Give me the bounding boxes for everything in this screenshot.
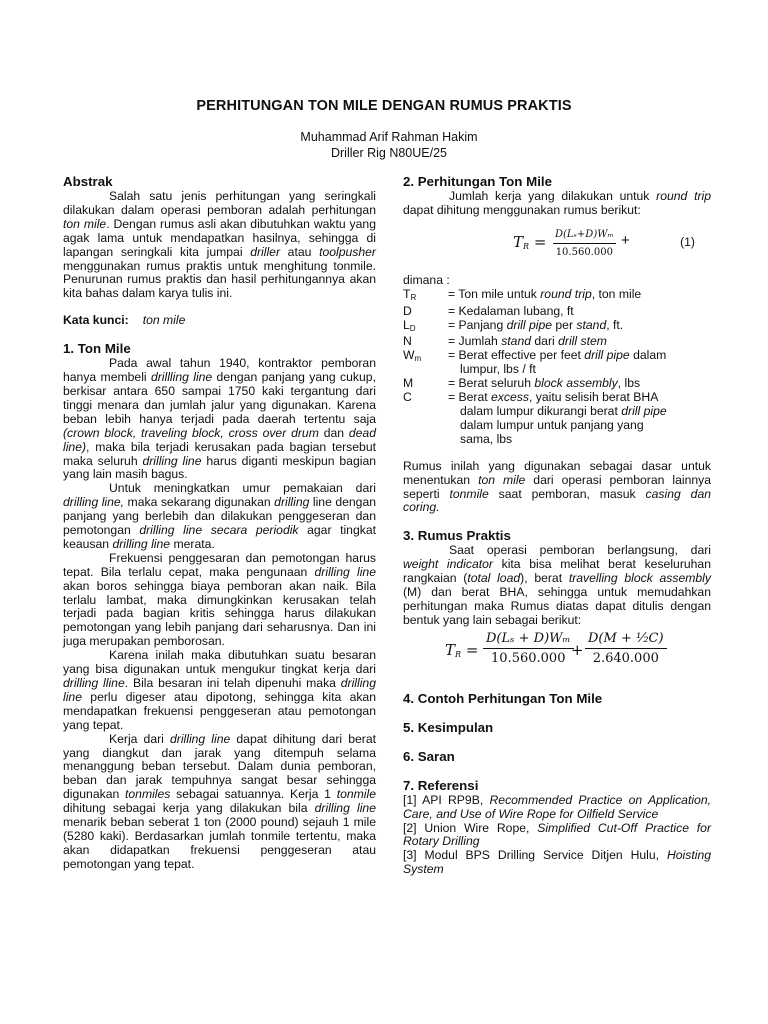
section1-paragraph-4 xyxy=(63,649,376,732)
ref-title: Simplified Cut-Off Practice for Rotary Drilling xyxy=(403,820,712,849)
reference-item xyxy=(403,822,711,850)
s1p1-f: dead line) xyxy=(63,425,376,454)
keywords-label: Kata kunci: xyxy=(63,313,129,328)
def-desc-c: per xyxy=(552,317,577,332)
def-desc-b: drill pipe xyxy=(506,317,553,332)
eq1-lhs-symbol: T xyxy=(513,232,524,251)
def-symbol-letter: M xyxy=(403,376,414,391)
def-description xyxy=(448,349,711,377)
eq2-numerator-1: D(Lₛ + D)Wₘ xyxy=(483,632,574,649)
section1-heading: 1. Ton Mile xyxy=(63,341,131,357)
abstract-text-g: menggunakan rumus praktis untuk menghitung tonmile. Penurunan rumus praktis dan hasil perhitungannya akan kita bahas dalam karya tulis ini. xyxy=(63,258,376,301)
eq1-number: (1) xyxy=(680,234,695,249)
where-label: dimana : xyxy=(403,272,450,287)
s1p5-h: drilling line xyxy=(314,801,376,816)
s1p1-b: drillling line xyxy=(150,370,213,385)
s1p5-d: tonmiles xyxy=(125,787,171,802)
s1p1-e: dan xyxy=(318,425,349,440)
eq2-fraction-2 xyxy=(585,632,667,666)
left-column xyxy=(63,174,376,872)
s3p1-c: kita bisa melihat berat keseluruhan rangkaian ( xyxy=(403,557,711,586)
eq1-equals: = xyxy=(529,232,547,251)
section1-paragraph-5 xyxy=(63,733,376,872)
s1p1-a: Pada awal tahun 1940, kontraktor pemboran hanya membeli xyxy=(63,356,376,385)
def-desc-c: dalam xyxy=(629,348,667,363)
s1p1-g: , maka bila terjadi kerusakan pada bagian tersebut maka seluruh xyxy=(63,439,376,468)
abstract-text-a: Salah satu jenis perhitungan yang seringkali dilakukan dalam operasi pemboran adalah perhitungan xyxy=(63,189,376,217)
s2p2-f: casing dan coring. xyxy=(403,486,712,515)
eq1-numerator: D(Lₛ+D)Wₘ xyxy=(553,228,616,244)
s1p1-h: drilling line xyxy=(142,453,202,468)
section2-paragraph-2 xyxy=(403,460,711,516)
def-desc-a: = Berat effective per feet xyxy=(448,348,585,363)
s1p4-c: . Bila besaran ini telah dipenuhi maka xyxy=(124,676,341,690)
s1p5-f: tonmile xyxy=(336,787,376,802)
s1p2-h: drilling line xyxy=(112,536,171,551)
def-symbol xyxy=(403,391,448,447)
def-desc-d: stand xyxy=(576,317,607,332)
s3p1-a: Saat operasi pemboran berlangsung, dari xyxy=(449,543,711,558)
s2p2-e: saat pemboran, masuk xyxy=(488,486,646,501)
section2-heading: 2. Perhitungan Ton Mile xyxy=(403,174,552,189)
eq2-lhs-symbol: T xyxy=(445,640,456,659)
def-desc-b: excess xyxy=(491,390,529,405)
def-desc-b: round trip xyxy=(540,286,592,301)
def-desc-c: dari xyxy=(531,334,559,349)
def-symbol xyxy=(403,305,448,319)
s3p1-d: total load xyxy=(467,571,521,586)
keywords-value: ton mile xyxy=(142,313,186,328)
s1p5-c: dapat dihitung dari berat yang diangkut dan jarak yang ditempuh selama menanggung beban tersebut. Dalam dunia pemboran, beban dan jarak tempuhnya sangat besar sehingga digunakan xyxy=(63,731,376,802)
s3p1-b: weight indicator xyxy=(403,557,493,572)
section1-paragraph-1 xyxy=(63,357,376,482)
eq1-lhs xyxy=(513,232,547,254)
def-desc-continuation: sama, lbs xyxy=(460,431,513,446)
def-symbol xyxy=(403,349,448,377)
def-desc-a: = Panjang xyxy=(448,317,507,332)
def-symbol-letter: C xyxy=(403,390,412,405)
s2p1-b: round trip xyxy=(656,189,711,203)
definition-row xyxy=(403,288,711,305)
author-name: Muhammad Arif Rahman Hakim xyxy=(300,130,478,144)
def-desc-a: = Kedalaman lubang, ft xyxy=(448,303,574,318)
definition-row xyxy=(403,391,711,447)
s3p1-e: ), berat xyxy=(520,571,569,586)
eq2-numerator-2: D(M + ¹⁄₂C) xyxy=(585,632,667,649)
s2p2-a: Rumus inilah yang digunakan sebagai dasar untuk menentukan xyxy=(403,458,711,487)
def-desc-continuation: lumpur, lbs / ft xyxy=(460,362,536,377)
abstract-text-b: ton mile xyxy=(63,216,107,231)
s2p2-c: dari operasi pemboran lainnya seperti xyxy=(403,472,712,501)
def-description xyxy=(448,288,711,305)
definition-row xyxy=(403,305,711,319)
def-desc-a: = Ton mile untuk xyxy=(448,286,541,301)
s1p1-d: (crown block, traveling block, cross over drum xyxy=(63,425,319,440)
def-desc-c: , lbs xyxy=(617,376,641,391)
definition-row xyxy=(403,377,711,391)
ref-author: [2] Union Wire Rope, xyxy=(403,820,538,835)
def-desc-b: stand xyxy=(501,334,532,349)
s2p1-c: dapat dihitung menggunakan rumus berikut: xyxy=(403,202,641,217)
def-desc-a: = Berat xyxy=(448,390,492,405)
s1p2-e: line dengan panjang yang berlebih dan dilakukan penggeseran dan pemotongan xyxy=(63,495,377,538)
section3-heading: 3. Rumus Praktis xyxy=(403,528,511,544)
section6-heading: 6. Saran xyxy=(403,748,455,764)
eq2-equals: = xyxy=(461,640,479,659)
s1p4-d: drilling line xyxy=(63,676,376,704)
def-description xyxy=(448,335,711,349)
def-description xyxy=(448,305,711,319)
eq1-plus: + xyxy=(621,231,630,249)
eq2-denominator-2: 2.640.000 xyxy=(592,650,659,666)
reference-item xyxy=(403,849,711,877)
def-symbol xyxy=(403,288,448,305)
s1p3-a: Frekuensi penggesaran dan pemotongan harus tepat. Bila terlalu cepat, maka pengunaan xyxy=(63,550,376,579)
s1p3-b: drilling line xyxy=(314,564,376,579)
keywords xyxy=(63,314,376,328)
ref-author: [1] API RP9B, xyxy=(403,792,490,807)
s1p4-a: Karena inilah maka dibutuhkan suatu besaran yang bisa digunakan untuk mengukur tingkat kerja dari xyxy=(63,648,376,677)
section4-heading: 4. Contoh Perhitungan Ton Mile xyxy=(403,690,603,706)
eq1-lhs-sub: R xyxy=(523,241,530,251)
abstract-text-d: driller xyxy=(250,244,280,259)
def-description xyxy=(448,319,711,336)
author-role: Driller Rig N80UE/25 xyxy=(330,145,447,160)
section2-paragraph-1 xyxy=(403,190,711,218)
eq2-lhs-sub: R xyxy=(455,649,462,659)
s1p3-c: akan boros sehingga biaya pemboran akan naik. Bila terlalu lambat, maka dimungkinkan kerusakan telah terjadi pada bagian kritis sehingga harus dilakukan pemotongan yang lebih panjang dari seharusnya. Dan ini juga merupakan pemborosan. xyxy=(63,578,376,649)
c-cont-b: drill pipe xyxy=(621,403,667,418)
abstract-text-e: atau xyxy=(280,244,320,259)
s2p1-a: Jumlah kerja yang dilakukan untuk xyxy=(449,189,657,203)
def-desc-c: , ton mile xyxy=(591,286,642,301)
equation-2 xyxy=(403,632,711,678)
section7-heading: 7. Referensi xyxy=(403,777,479,793)
section3-paragraph-1 xyxy=(403,544,711,627)
s1p2-c: maka sekarang digunakan xyxy=(124,495,275,510)
def-symbol xyxy=(403,335,448,349)
reference-list xyxy=(403,794,711,877)
s1p4-e: perlu digeser atau dipotong, sehingga kita akan mendapatkan frekuensi penggeseran atau pemotongan yang tepat. xyxy=(63,689,376,732)
eq2-plus: + xyxy=(571,640,584,659)
eq1-fraction xyxy=(553,228,616,260)
section1-paragraph-2 xyxy=(63,482,376,552)
def-description xyxy=(448,377,711,391)
s1p5-i: menarik beban seberat 1 ton (2000 pound) sejauh 1 mile (5280 kaki). Berdasarkan jumlah tonmile tertentu, maka akan didapatkan frekuensi penggeseran atau pemotongan yang tepat. xyxy=(63,815,376,871)
def-desc-a: = Jumlah xyxy=(448,334,502,349)
definition-row xyxy=(403,349,711,377)
definition-row xyxy=(403,319,711,336)
s1p2-d: drilling xyxy=(274,495,310,510)
abstract-text-c: . Dengan rumus asli akan dibutuhkan waktu yang agak lama untuk mendapatkan hasilnya, sehingga di lapangan seringkali kita jumpai xyxy=(63,216,376,259)
symbol-definitions xyxy=(403,288,711,447)
abstract-text-f: toolpusher xyxy=(319,244,376,259)
abstract-text xyxy=(63,190,376,301)
s1p2-b: drilling line, xyxy=(63,495,125,510)
s1p2-g: agar tingkat keausan xyxy=(63,523,376,551)
ref-title: Hoisting System xyxy=(403,848,711,877)
s3p1-f: travelling block assembly xyxy=(568,571,711,586)
s1p5-g: dihitung sebagai kerja yang dilakukan bila xyxy=(63,801,315,816)
def-desc-b: drill pipe xyxy=(584,348,630,363)
ref-title: Recommended Practice on Application, Care, and Use of Wire Rope for Oilfield Service xyxy=(403,792,711,821)
def-desc-c: , yaitu selisih berat BHA xyxy=(528,390,659,405)
def-symbol-sub: m xyxy=(414,354,422,364)
eq2-fraction-1 xyxy=(483,632,574,666)
reference-item xyxy=(403,794,711,822)
def-symbol xyxy=(403,377,448,391)
def-symbol-letter: D xyxy=(403,303,412,318)
right-column xyxy=(403,174,711,877)
author-block xyxy=(0,130,768,161)
abstract-heading: Abstrak xyxy=(63,174,113,189)
def-symbol xyxy=(403,319,448,336)
eq2-lhs xyxy=(445,640,479,662)
def-desc-d: drill stem xyxy=(558,334,607,349)
def-desc-continuation xyxy=(448,404,667,418)
c-cont-a: dalam lumpur dikurangi berat xyxy=(460,403,622,418)
s1p2-f: drilling line secara periodik xyxy=(139,523,299,538)
paper-title: PERHITUNGAN TON MILE DENGAN RUMUS PRAKTIS xyxy=(196,98,572,114)
def-desc-b: block assembly xyxy=(534,376,618,391)
s1p5-b: drilling line xyxy=(169,731,231,746)
def-symbol-letter: N xyxy=(403,334,412,349)
def-description xyxy=(448,391,711,447)
ref-author: [3] Modul BPS Drilling Service Ditjen Hulu, xyxy=(403,848,667,863)
s1p4-b: drilling lline xyxy=(63,676,125,690)
eq1-denominator: 10.560.000 xyxy=(555,246,613,258)
section1-paragraph-3 xyxy=(63,552,376,649)
def-symbol-sub: D xyxy=(409,323,416,333)
def-desc-continuation: dalam lumpur untuk panjang yang xyxy=(460,417,644,432)
s1p2-i: merata. xyxy=(170,536,215,551)
def-symbol-sub: R xyxy=(410,292,417,302)
s1p2-a: Untuk meningkatkan umur pemakaian dari xyxy=(109,481,376,496)
def-symbol-letter: W xyxy=(403,348,415,363)
s2p2-d: tonmile xyxy=(449,486,489,501)
section5-heading: 5. Kesimpulan xyxy=(403,719,494,735)
eq2-denominator-1: 10.560.000 xyxy=(491,650,566,666)
definition-row xyxy=(403,335,711,349)
def-desc-e: , ft. xyxy=(606,317,624,332)
s1p5-a: Kerja dari xyxy=(109,731,170,746)
s1p5-e: sebagai satuannya. Kerja 1 xyxy=(170,787,337,802)
def-symbol-letter: L xyxy=(403,317,410,332)
s1p1-i: harus diganti meskipun bagian yang lain masih bagus. xyxy=(63,453,377,482)
s1p1-c: dengan panjang yang cukup, berkisar antara 650 sampai 1750 kaki tergantung dari tinggi menara dan jumlah jalur yang digunakan. Karena beban lebih hanya terjadi pada daerah tertentu saja xyxy=(63,370,376,426)
s3p1-g: (M) dan berat BHA, sehingga untuk memudahkan perhitungan maka Rumus diatas dapat ditulis dengan bentuk yang lain sebagai berikut: xyxy=(403,585,711,627)
def-desc-a: = Berat seluruh xyxy=(448,376,535,391)
s2p2-b: ton mile xyxy=(478,472,526,487)
def-symbol-letter: T xyxy=(403,286,411,301)
equation-1 xyxy=(403,226,711,266)
